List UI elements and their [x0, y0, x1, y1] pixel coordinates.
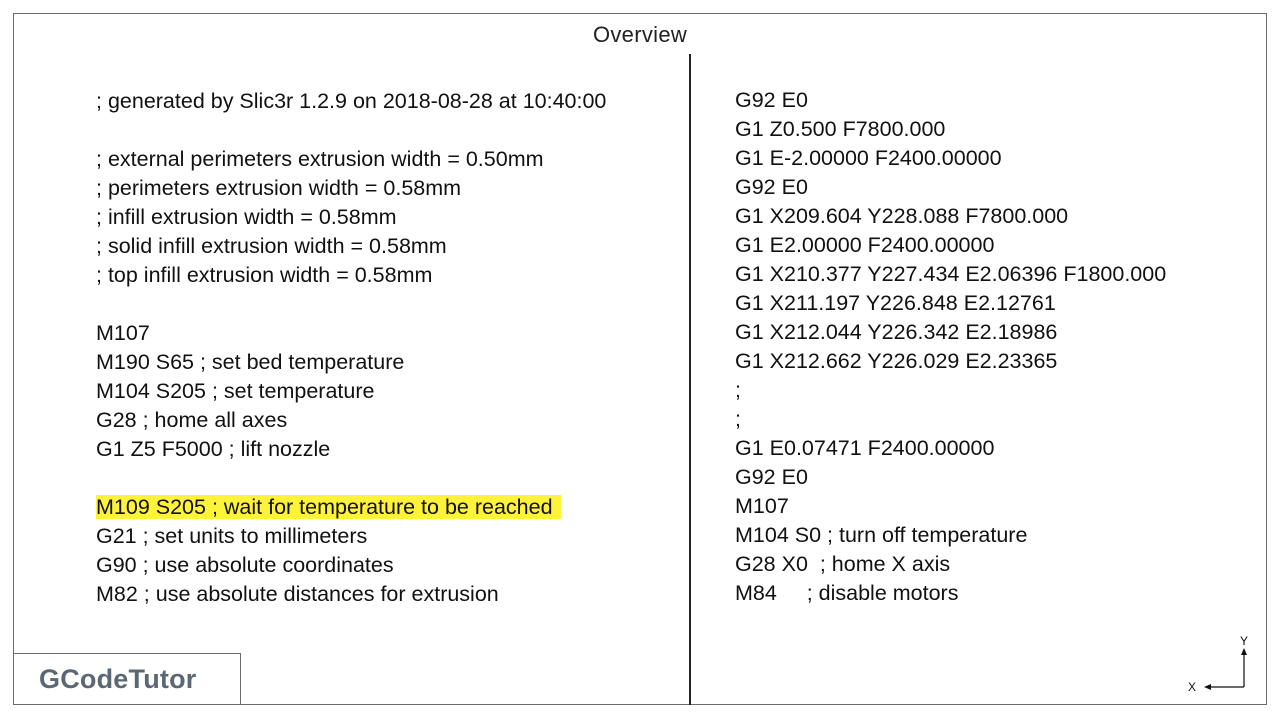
- code-text: G1 E0.07471 F2400.00000: [735, 436, 995, 460]
- code-line: [735, 86, 1166, 115]
- code-line: [735, 144, 1166, 173]
- code-line: [735, 289, 1166, 318]
- code-text: M107: [96, 321, 150, 345]
- code-line: [735, 521, 1166, 550]
- code-line: [735, 318, 1166, 347]
- code-line: [96, 203, 606, 232]
- code-line: [96, 493, 606, 522]
- code-text: M82 ; use absolute distances for extrusion: [96, 582, 499, 606]
- code-text: G1 X210.377 Y227.434 E2.06396 F1800.000: [735, 262, 1167, 286]
- code-text: ; external perimeters extrusion width = 0.50mm: [96, 147, 544, 171]
- highlighted-code-text: M109 S205 ; wait for temperature to be reached: [96, 495, 561, 519]
- code-line: [735, 550, 1166, 579]
- brand-box: [13, 653, 241, 705]
- code-text: G1 X211.197 Y226.848 E2.12761: [735, 291, 1056, 315]
- code-line: [735, 434, 1166, 463]
- code-line: [96, 232, 606, 261]
- xy-axes-icon: [1180, 628, 1260, 698]
- blank-line: [96, 116, 606, 145]
- code-text: ; generated by Slic3r 1.2.9 on 2018-08-28 at 10:40:00: [96, 89, 607, 113]
- code-line: [735, 463, 1166, 492]
- code-line: [96, 377, 606, 406]
- code-line: [96, 435, 606, 464]
- code-text: G1 X212.662 Y226.029 E2.23365: [735, 349, 1058, 373]
- y-axis-label: Y: [1240, 634, 1249, 648]
- code-text: ; top infill extrusion width = 0.58mm: [96, 263, 433, 287]
- column-divider: [689, 54, 691, 705]
- code-line: [735, 347, 1166, 376]
- blank-line: [96, 290, 606, 319]
- brand-logo: GCodeTutor: [39, 664, 197, 694]
- code-line: [735, 202, 1166, 231]
- code-text: G92 E0: [735, 465, 808, 489]
- code-line: [96, 522, 606, 551]
- code-text: G1 X212.044 Y226.342 E2.18986: [735, 320, 1058, 344]
- code-line: [735, 231, 1166, 260]
- code-line: [96, 406, 606, 435]
- code-line: [735, 405, 1166, 434]
- code-text: G21 ; set units to millimeters: [96, 524, 368, 548]
- code-line: [735, 579, 1166, 608]
- code-text: G1 E2.00000 F2400.00000: [735, 233, 995, 257]
- code-text: M84 ; disable motors: [735, 581, 959, 605]
- code-line: [735, 260, 1166, 289]
- code-text: G28 ; home all axes: [96, 408, 288, 432]
- code-text: ;: [735, 378, 741, 402]
- code-text: ;: [735, 407, 741, 431]
- gcode-body-listing: [735, 86, 1166, 608]
- code-line: [96, 580, 606, 609]
- code-line: [96, 551, 606, 580]
- code-text: M107: [735, 494, 789, 518]
- x-axis-label: X: [1188, 680, 1197, 694]
- code-line: [735, 492, 1166, 521]
- blank-line: [96, 464, 606, 493]
- code-text: G90 ; use absolute coordinates: [96, 553, 394, 577]
- code-line: [96, 319, 606, 348]
- code-line: [96, 174, 606, 203]
- slide-title: Overview: [592, 22, 688, 47]
- code-text: M190 S65 ; set bed temperature: [96, 350, 405, 374]
- gcode-header-listing: [96, 87, 606, 609]
- code-line: [735, 376, 1166, 405]
- code-line: [735, 173, 1166, 202]
- code-line: [96, 87, 606, 116]
- code-text: ; infill extrusion width = 0.58mm: [96, 205, 397, 229]
- code-text: ; perimeters extrusion width = 0.58mm: [96, 176, 462, 200]
- code-text: G1 Z0.500 F7800.000: [735, 117, 946, 141]
- code-text: ; solid infill extrusion width = 0.58mm: [96, 234, 447, 258]
- code-text: G1 E-2.00000 F2400.00000: [735, 146, 1002, 170]
- code-text: G28 X0 ; home X axis: [735, 552, 951, 576]
- code-text: M104 S0 ; turn off temperature: [735, 523, 1028, 547]
- code-text: G92 E0: [735, 88, 808, 112]
- code-line: [96, 145, 606, 174]
- code-text: M104 S205 ; set temperature: [96, 379, 375, 403]
- code-text: G92 E0: [735, 175, 808, 199]
- code-text: G1 Z5 F5000 ; lift nozzle: [96, 437, 331, 461]
- code-text: G1 X209.604 Y228.088 F7800.000: [735, 204, 1069, 228]
- code-line: [735, 115, 1166, 144]
- code-line: [96, 348, 606, 377]
- code-line: [96, 261, 606, 290]
